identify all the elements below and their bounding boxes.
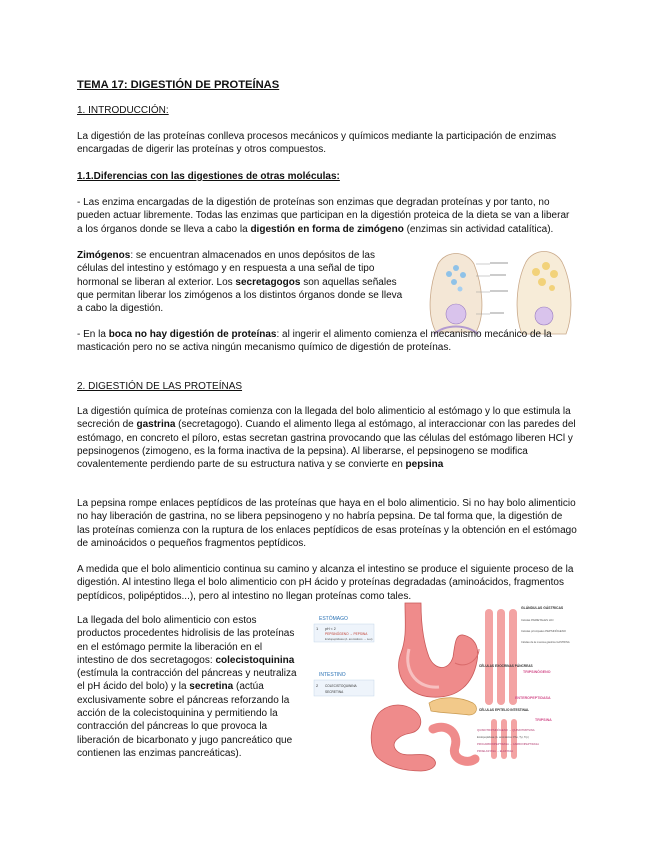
parietal-cells-label: Células PARIETALES HCl: [521, 618, 554, 622]
trypsin-label: TRIPSINA: [535, 718, 552, 722]
endopeptidase-aromatic-label: Endopeptidasa (A. aromáticos: Phe, Tyr, Trp): [477, 736, 529, 739]
gastrin-paragraph: La digestión química de proteínas comienza con la llegada del bolo alimenticio al estómago y lo que estimula la secreción de gastrina (secretagogo). Cuando el alimento llega al estómago, al interaccionar con las paredes del estómago, en concreto el píloro, estas secretan gastrina provocando que las células del estómago liberen HCl y pepsinogenos (zimogeno, es la forma inactiva de la pepsina). Al liberarse, el pepsinogeno se modifica covalentemente perdiendo parte de su estructura nativa y se convierte en pepsina: [77, 406, 576, 471]
section-2-heading: 2. DIGESTIÓN DE LAS PROTEÍNAS: [77, 381, 243, 392]
elastase-label: PROELASTASA → ELASTASA: [477, 750, 513, 753]
trypsinogen-label: TRIPSINÓGENO: [523, 670, 551, 674]
stomach-label: ESTÓMAGO: [319, 616, 348, 622]
pepsin-paragraph: La pepsina rompe enlaces peptídicos de las proteínas que haya en el bolo alimenticio. Si no hay bolo alimenticio no hay liberación de gastrina, no se libera pepsinogeno y no habría pepsina. De tal forma que, la digestión de las proteínas comienza con la ruptura de los enlaces peptídicos de esas proteínas y la obtención en el estómago de aminoácidos o pequeños fragmentos peptídicos.: [77, 498, 577, 549]
carboxypeptidase-label: PROCARBOXIPEPTIDASA → CARBOXIPEPTIDASA: [477, 743, 539, 746]
pancreas-drawing: [429, 698, 476, 715]
box-number-2: 2: [316, 683, 319, 688]
secretagogue-paragraph: La llegada del bolo alimenticio con estos productos procedentes hidrolisis de las proteínas en el estómago permite la liberación en el intestino de dos secretagogos: colecistoquinina (estímula la contracción del páncreas y neutraliza el pH ácido del bolo) y la secretina (actúa exclusivamente sobre el páncreas reforzando la acción de la colecistoquinina y permitiendo la contracción del páncreas lo que provoca la liberación de bicarbonato y jugo pancreático que contienen las enzimas pancreáticas).: [77, 615, 297, 759]
intro-paragraph: La digestión de las proteínas conlleva procesos mecánicos y químicos mediante la participación de enzimas encargadas de digerir las proteínas y otros compuestos.: [77, 131, 557, 156]
subsection-heading: 1.1.Diferencias con las digestiones de otras moléculas:: [77, 171, 340, 182]
ph-label: pH < 2: [325, 627, 336, 631]
mucosa-cells-label: Células de la mucosa gástrica GASTRINA: [521, 641, 570, 644]
zymogen-paragraph: Zimógenos: se encuentran almacenados en unos depósitos de las células del intestino y estómago y en respuesta a una señal de tipo hormonal se liberan al exterior. Los secretagogos son aquellas señales que permitan liberar los zimógenos a los distintos órganos donde se lleva a cabo la digestión.: [77, 250, 403, 315]
document-title: TEMA 17: DIGESTIÓN DE PROTEÍNAS: [77, 79, 280, 91]
pepsinogen-label: PEPSINÓGENO → PEPSINA: [325, 632, 368, 636]
cck-label: COLECISTOQUININA: [325, 684, 357, 688]
intestine-info-box: [314, 672, 374, 696]
mouth-paragraph: - En la boca no hay digestión de proteínas: al ingerir el alimento comienza el mecanismo mecánico de la masticación pero no se activa ningún mecanismo químico de digestión de proteínas.: [77, 329, 552, 354]
zymogen-cell-figure: [416, 244, 578, 340]
secretin-label: SECRETINA: [325, 690, 344, 694]
stomach-info-box: [314, 615, 374, 642]
intestine-label: INTESTINO: [319, 672, 346, 678]
stomach-drawing: [399, 603, 479, 697]
secretory-cell-drawing-left: [430, 254, 482, 335]
section-1-heading: 1. INTRODUCCIÓN:: [77, 105, 169, 116]
chief-cells-label: Células principales PEPSINÓGENO: [521, 629, 566, 633]
intestine-drawing: [371, 705, 475, 771]
difference-paragraph-1: - Las enzima encargadas de la digestión de proteínas son enzimas que degradan proteínas y por tanto, no pueden actuar libremente. Todas las enzimas que participan en la digestión proteica de la dieta se van a liberar a los órganos donde se lleva a cabo la digestión en forma de zimógeno (enzimas sin actividad catalítica).: [77, 197, 570, 235]
exocrine-cells-label: CÉLULAS EXOCRINAS PÁNCREAS: [479, 664, 533, 668]
gastric-glands-label: GLÁNDULAS GÁSTRICAS: [521, 606, 564, 610]
secretory-cell-drawing-right: [517, 252, 571, 335]
endopeptidase-label: Endopeptidasa (A. aromáticos → Leu): [325, 637, 373, 641]
box-number-1: 1: [316, 626, 319, 631]
epithelial-cells-label: CÉLULAS EPITELIO INTESTINAL: [479, 708, 530, 712]
intestine-paragraph: A medida que el bolo alimenticio continua su camino y alcanza el intestino se produce el siguiente proceso de la digestión. Al intestino llega el bolo alimenticio con pH ácido y proteínas degradadas (aminoácidos, fragmentos peptídicos, polipéptidos...), pero al intestino no llegan proteínas como tales.: [77, 564, 574, 602]
protein-digestion-figure: [309, 599, 573, 775]
enteropeptidase-label: ENTEROPEPTIDASA: [515, 696, 551, 700]
chymotrypsin-label: QUIMOTRIPSINÓGENO → QUIMOTRIPSINA: [477, 728, 535, 732]
